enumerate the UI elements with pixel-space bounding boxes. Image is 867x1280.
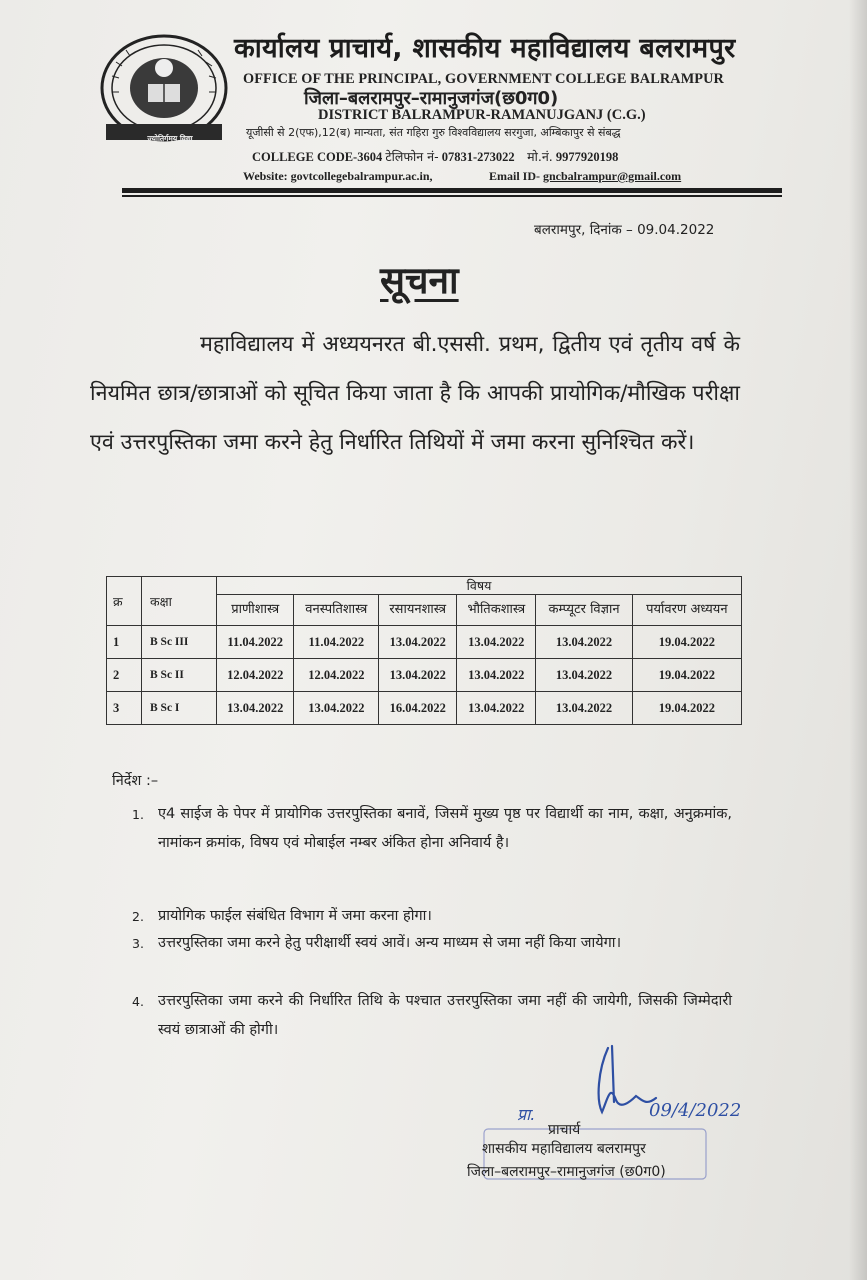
row-date: 13.04.2022	[457, 659, 536, 692]
mobile-number: 9977920198	[555, 150, 619, 164]
instruction-item	[132, 902, 732, 931]
signature-date: 09/4/2022	[649, 1100, 742, 1121]
row-class: B Sc I	[142, 692, 217, 725]
row-date: 13.04.2022	[379, 626, 457, 659]
logo-motto: ज्योतिर्गमय विद्या	[147, 134, 193, 143]
row-class: B Sc III	[142, 626, 217, 659]
notice-date: बलरामपुर, दिनांक – 09.04.2022	[534, 222, 715, 238]
subject-header: भौतिकशास्त्र	[457, 595, 536, 626]
row-date: 13.04.2022	[536, 659, 632, 692]
row-date: 19.04.2022	[632, 692, 741, 725]
instruction-number: 1.	[132, 807, 144, 822]
website-label: Website:	[243, 169, 288, 183]
district-hindi: जिला–बलरामपुर–रामानुजगंज(छ0ग0)	[304, 88, 559, 109]
instruction-text: उत्तरपुस्तिका जमा करने हेतु परीक्षार्थी स्वयं आवें। अन्य माध्यम से जमा नहीं किया जायेगा।	[158, 935, 622, 951]
row-sr: 1	[107, 626, 142, 659]
office-title-english: OFFICE OF THE PRINCIPAL, GOVERNMENT COLLEGE BALRAMPUR	[243, 71, 724, 87]
row-date: 13.04.2022	[217, 692, 294, 725]
schedule-table	[106, 576, 742, 725]
signature-prefix: प्रा.	[517, 1105, 536, 1124]
row-date: 11.04.2022	[294, 626, 379, 659]
contact-line	[252, 148, 618, 165]
row-date: 11.04.2022	[217, 626, 294, 659]
subject-header: पर्यावरण अध्ययन	[632, 595, 741, 626]
instructions-heading: निर्देश :–	[112, 773, 159, 789]
table-row	[107, 626, 742, 659]
instruction-number: 2.	[132, 909, 144, 924]
row-date: 13.04.2022	[536, 626, 632, 659]
header-subject-group: विषय	[217, 577, 742, 595]
row-date: 13.04.2022	[457, 626, 536, 659]
instruction-text: ए4 साईज के पेपर में प्रायोगिक उत्तरपुस्तिका बनावें, जिसमें मुख्य पृष्ठ पर विद्यार्थी का नाम, कक्षा, अनुक्रमांक, नामांकन क्रमांक, विषय एवं मोबाईल नम्बर अंकित होना अनिवार्य है।	[158, 806, 732, 851]
table-row	[107, 692, 742, 725]
row-date: 19.04.2022	[632, 626, 741, 659]
table-row	[107, 659, 742, 692]
telephone-label: टेलिफोन नं-	[385, 149, 439, 164]
row-date: 12.04.2022	[294, 659, 379, 692]
row-date: 19.04.2022	[632, 659, 741, 692]
row-date: 13.04.2022	[294, 692, 379, 725]
affiliation-line: यूजीसी से 2(एफ),12(ब) मान्यता, संत गहिरा गुरु विश्वविद्यालय सरगुजा, अम्बिकापुर से संबद्ध	[246, 126, 621, 139]
district-english: DISTRICT BALRAMPUR-RAMANUJGANJ (C.G.)	[318, 107, 646, 123]
notice-body: महाविद्यालय में अध्ययनरत बी.एससी. प्रथम, द्वितीय एवं तृतीय वर्ष के नियमित छात्र/छात्राओं को सूचित किया जाता है कि आपकी प्रायोगिक/मौखिक परीक्षा एवं उत्तरपुस्तिका जमा करने हेतु निर्धारित तिथियों में जमा करना सुनिश्चित करें।	[90, 332, 740, 455]
instruction-number: 4.	[132, 994, 144, 1009]
header-divider-thick	[122, 188, 782, 193]
header-sr: क्र	[107, 577, 142, 626]
principal-designation: प्राचार्य	[548, 1122, 581, 1138]
college-logo-icon	[96, 32, 232, 148]
mobile-label: मो.नं.	[527, 149, 553, 164]
website-link[interactable]: govtcollegebalrampur.ac.in,	[290, 169, 433, 183]
office-title-hindi: कार्यालय प्राचार्य, शासकीय महाविद्यालय बलरामपुर	[234, 33, 736, 64]
row-date: 16.04.2022	[379, 692, 457, 725]
principal-district: जिला–बलरामपुर–रामानुजगंज (छ0ग0)	[467, 1164, 666, 1180]
instruction-item	[132, 800, 732, 858]
subject-header: वनस्पतिशास्त्र	[294, 595, 379, 626]
email-link[interactable]: gncbalrampur@gmail.com	[543, 169, 682, 183]
telephone-number: 07831-273022	[441, 150, 515, 164]
subject-header: प्राणीशास्त्र	[217, 595, 294, 626]
row-date: 13.04.2022	[379, 659, 457, 692]
row-date: 13.04.2022	[536, 692, 632, 725]
instruction-item	[132, 987, 732, 1045]
subject-header: कम्प्यूटर विज्ञान	[536, 595, 632, 626]
row-sr: 2	[107, 659, 142, 692]
row-date: 13.04.2022	[457, 692, 536, 725]
notice-title: सूचना	[380, 259, 459, 302]
web-email-line	[243, 169, 682, 184]
instruction-number: 3.	[132, 936, 144, 951]
header-divider-thin	[122, 195, 782, 197]
row-sr: 3	[107, 692, 142, 725]
college-code: COLLEGE CODE-3604	[252, 150, 383, 164]
row-date: 12.04.2022	[217, 659, 294, 692]
principal-institution: शासकीय महाविद्यालय बलरामपुर	[482, 1141, 646, 1157]
email-label: Email ID-	[489, 169, 540, 183]
subject-header: रसायनशास्त्र	[379, 595, 457, 626]
instruction-text: प्रायोगिक फाईल संबंधित विभाग में जमा करना होगा।	[158, 908, 432, 924]
instruction-item	[132, 929, 732, 958]
header-class: कक्षा	[142, 577, 217, 626]
instruction-text: उत्तरपुस्तिका जमा करने की निर्धारित तिथि के पश्चात उत्तरपुस्तिका जमा नहीं की जायेगी, जिसकी जिम्मेदारी स्वयं छात्राओं की होगी।	[158, 993, 732, 1038]
row-class: B Sc II	[142, 659, 217, 692]
